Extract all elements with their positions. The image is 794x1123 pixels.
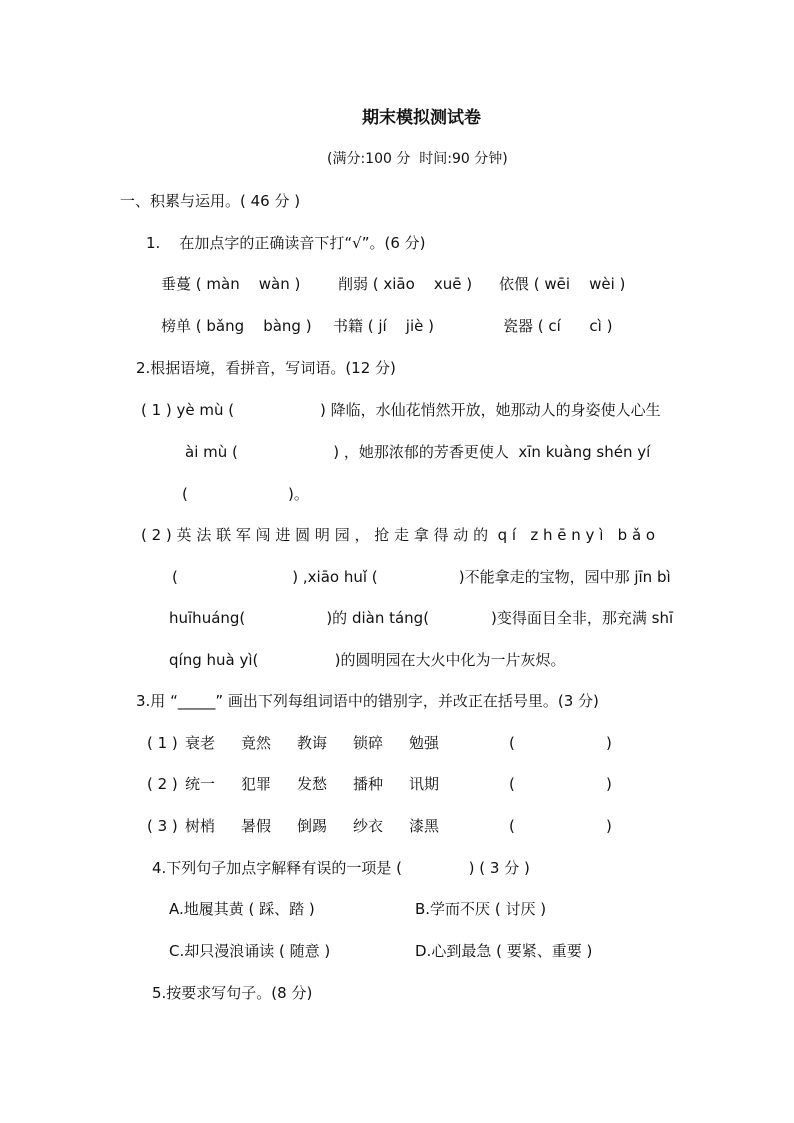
q1-item: 依偎 ( wēi wèi ) [499, 275, 626, 293]
q3-word: 犯罪 [241, 775, 272, 793]
q5-prompt: 5.按要求写句子。(8 分) [152, 984, 313, 1002]
exam-subtitle: (满分:100 分 时间:90 分钟) [327, 151, 508, 167]
q2-line: ( )。 [182, 485, 309, 503]
q1-item: 榜单 ( bǎng bàng ) [161, 317, 312, 335]
q4-option-a: A.地履其黄 ( 踩、踏 ) [169, 900, 315, 918]
q3-word: 倒踢 [297, 817, 328, 835]
q3-word: 讯期 [409, 775, 440, 793]
q3-paren-close: ) [606, 817, 612, 835]
q3-paren-open: ( [509, 734, 515, 752]
exam-title: 期末模拟测试卷 [362, 108, 481, 128]
q1-item: 垂蔓 ( màn wàn ) [161, 275, 301, 293]
q3-word: 教诲 [297, 734, 328, 752]
q2-line: ài mù ( ) ，她那浓郁的芳香更使人 xīn kuàng shén yí [185, 443, 651, 461]
q3-paren-close: ) [606, 775, 612, 793]
q4-option-c: C.却只漫浪诵读 ( 随意 ) [169, 942, 331, 960]
q3-word: 暑假 [241, 817, 272, 835]
q1-prompt: 1. 在加点字的正确读音下打“√”。(6 分) [146, 234, 426, 252]
section-heading: 一、积累与运用。( 46 分 ) [120, 192, 301, 210]
q3-prompt: 3.用 “_____” 画出下列每组词语中的错别字，并改正在括号里。(3 分) [136, 692, 599, 710]
q3-row-number: ( 2 ) [147, 775, 178, 793]
q3-word: 播种 [353, 775, 384, 793]
q3-row-number: ( 3 ) [147, 817, 178, 835]
q3-paren-open: ( [509, 775, 515, 793]
q2-line: ( 2 ) 英 法 联 军 闯 进 圆 明 园 ， 抢 走 拿 得 动 的 q í z h ē n y ì b ǎ o [141, 526, 656, 544]
q2-prompt: 2.根据语境，看拼音，写词语。(12 分) [136, 359, 396, 377]
q3-word: 发愁 [297, 775, 328, 793]
q3-word: 衰老 [185, 734, 216, 752]
q3-word: 勉强 [409, 734, 440, 752]
q3-word: 竟然 [241, 734, 272, 752]
q1-item: 削弱 ( xiāo xuē ) [338, 275, 473, 293]
q3-word: 漆黑 [409, 817, 440, 835]
q1-item: 书籍 ( jí jiè ) [333, 317, 434, 335]
q2-line: huīhuáng( )的 diàn táng( )变得面目全非，那充满 shī [169, 609, 674, 627]
q4-option-d: D.心到最急 ( 要紧、重要 ) [415, 942, 593, 960]
q3-word: 锁碎 [353, 734, 384, 752]
q4-option-b: B.学而不厌 ( 讨厌 ) [415, 900, 547, 918]
q2-line: ( ) ,xiāo huǐ ( )不能拿走的宝物，园中那 jīn bì [172, 568, 671, 586]
q3-word: 纱衣 [353, 817, 384, 835]
q1-item: 瓷器 ( cí cì ) [503, 317, 613, 335]
q3-row-number: ( 1 ) [147, 734, 178, 752]
q3-word: 树梢 [185, 817, 216, 835]
q3-word: 统一 [185, 775, 216, 793]
q4-prompt: 4.下列句子加点字解释有误的一项是 ( ) ( 3 分 ) [152, 859, 530, 877]
q2-line: qíng huà yì( )的圆明园在大火中化为一片灰烬。 [169, 651, 566, 669]
q3-paren-close: ) [606, 734, 612, 752]
q3-paren-open: ( [509, 817, 515, 835]
q2-line: ( 1 ) yè mù ( ) 降临，水仙花悄然开放，她那动人的身姿使人心生 [141, 401, 661, 419]
